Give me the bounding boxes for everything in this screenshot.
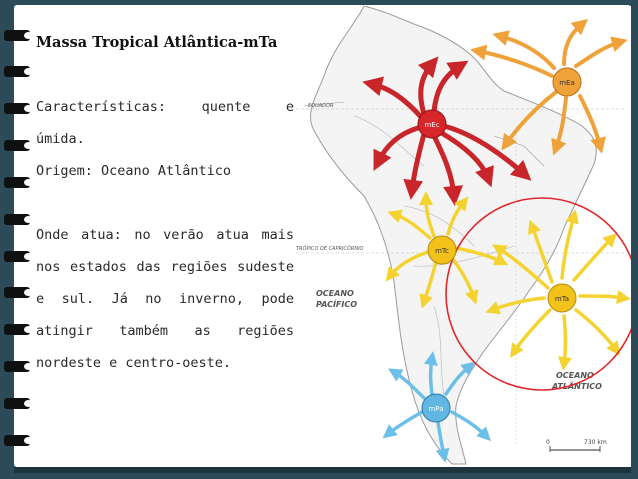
- air-mass-mPa: [422, 394, 450, 422]
- svg-text:mEc: mEc: [424, 121, 440, 129]
- binding-ring: [4, 140, 30, 151]
- air-masses-map: [294, 6, 631, 467]
- slide-title: Massa Tropical Atlântica-mTa: [36, 34, 278, 51]
- atlantic-label: OCEANO ATLÂNTICO: [552, 371, 602, 391]
- svg-text:0: 0: [546, 439, 550, 446]
- binding-ring: [4, 177, 30, 188]
- air-mass-mEa: [553, 68, 581, 96]
- binding-ring: [4, 66, 30, 77]
- binding-ring: [4, 435, 30, 446]
- spiral-binding: [0, 0, 30, 479]
- air-mass-mEc: [418, 110, 446, 138]
- binding-ring: [4, 30, 30, 41]
- svg-text:730 km: 730 km: [584, 439, 607, 446]
- binding-ring: [4, 361, 30, 372]
- capricorn-label: TRÓPICO DE CAPRICÓRNIO: [296, 246, 364, 252]
- text-column: [36, 27, 294, 379]
- svg-text:mEa: mEa: [559, 79, 575, 87]
- air-mass-mTa: [548, 284, 576, 312]
- binding-ring: [4, 287, 30, 298]
- binding-ring: [4, 251, 30, 262]
- binding-ring: [4, 324, 30, 335]
- page-shadow: [14, 467, 631, 473]
- pacific-label: OCEANO PACÍFICO: [316, 289, 358, 309]
- equator-label: EQUADOR: [308, 103, 334, 109]
- characteristics-text: Características: quente e úmida.: [36, 99, 294, 147]
- air-mass-mTc: [428, 236, 456, 264]
- binding-ring: [4, 103, 30, 114]
- origin-text: Origem: Oceano Atlântico: [36, 163, 232, 179]
- binding-ring: [4, 214, 30, 225]
- where-acts-text: Onde atua: no verão atua mais nos estados das regiões sudeste e sul. Já no inverno, pode atingir também as regiões nordeste e centro-oeste.: [36, 227, 294, 371]
- svg-text:mTc: mTc: [435, 247, 449, 255]
- svg-text:mTa: mTa: [554, 295, 570, 303]
- svg-text:mPa: mPa: [428, 405, 444, 413]
- binding-ring: [4, 398, 30, 409]
